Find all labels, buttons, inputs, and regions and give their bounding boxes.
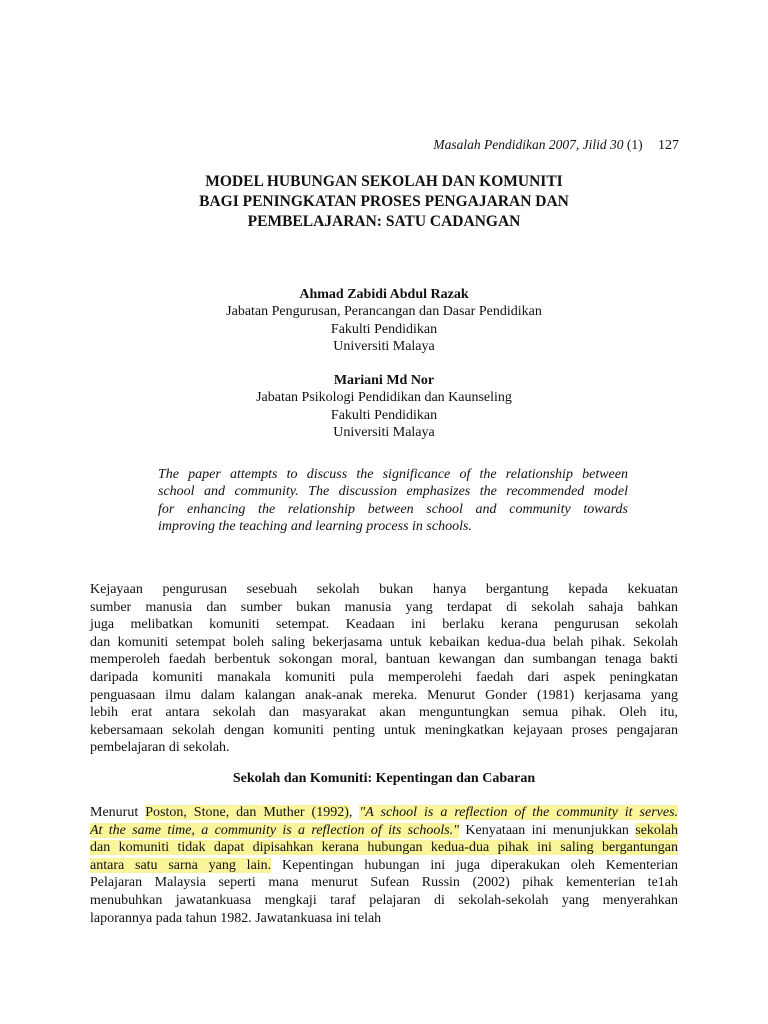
- author-faculty: Fakulti Pendidikan: [330, 321, 438, 337]
- paragraph-line: [90, 822, 678, 840]
- highlighted-text: antara satu sarna yang lain.: [90, 857, 272, 873]
- text-run: Menurut: [90, 805, 146, 820]
- paragraph-line: kebersamaan sekolah dengan komuniti penting untuk meningkatkan kejayaan proses pengajaran: [90, 722, 678, 738]
- title-line: PEMBELAJARAN: SATU CADANGAN: [247, 213, 521, 230]
- author-block-1: [120, 286, 648, 355]
- text-run: ,: [348, 805, 360, 820]
- abstract: [158, 466, 628, 536]
- highlighted-text: dan komuniti tidak dapat dipisahkan kerana hubungan kedua-dua pihak ini saling bergantungan: [90, 840, 678, 856]
- author-university: Universiti Malaya: [333, 338, 435, 354]
- paragraph-line: juga melibatkan komuniti setempat. Keadaan ini berlaku kerana pengurusan sekolah: [90, 617, 678, 633]
- abstract-line: for enhancing the relationship between school and community towards: [158, 501, 628, 517]
- author-name: Ahmad Zabidi Abdul Razak: [299, 287, 469, 302]
- author-department: Jabatan Pengurusan, Perancangan dan Dasar Pendidikan: [226, 304, 542, 320]
- paragraph-line: sumber manusia dan sumber bukan manusia yang terdapat di sekolah sahaja bahkan: [90, 599, 678, 615]
- paragraph-line: menubuhkan jawatankuasa mengkaji taraf pelajaran di sekolah-sekolah yang menyerahkan: [90, 892, 678, 908]
- intro-paragraph: [90, 581, 678, 757]
- paragraph-line: lebih erat antara sekolah dan masyarakat akan menguntungkan semua pihak. Oleh itu,: [90, 705, 678, 721]
- paragraph-line: pembelajaran di sekolah.: [90, 740, 230, 756]
- text-run: Kenyataan ini menunjukkan: [459, 822, 636, 838]
- running-header: [433, 136, 679, 155]
- abstract-line: improving the teaching and learning process in schools.: [158, 519, 472, 535]
- text-run: Kepentingan hubungan ini juga diperakukan oleh Kementerian: [271, 857, 678, 873]
- paragraph-line: penguasaan ilmu dalam kalangan anak-anak mereka. Menurut Gonder (1981) kerjasama yang: [90, 687, 678, 703]
- journal-issue: (1): [626, 137, 643, 152]
- paragraph-line: Pelajaran Malaysia seperti mana menurut Sufean Russin (2002) pihak kementerian te1ah: [90, 875, 678, 891]
- paper-title: [120, 172, 648, 232]
- paragraph-line: memperoleh faedah berbentuk sokongan moral, bantuan kewangan dan sumbangan tenaga bakti: [90, 652, 678, 668]
- page-number: 127: [658, 138, 679, 153]
- paragraph-line: daripada komuniti manakala komuniti pula memperolehi faedah dari aspek peningkatan: [90, 669, 678, 685]
- paragraph-line: dan komuniti setempat boleh saling bekerjasama untuk kebaikan kedua-dua belah pihak. Sekolah: [90, 634, 678, 650]
- paragraph-line: [90, 804, 678, 822]
- journal-citation: Masalah Pendidikan 2007, Jilid 30: [433, 137, 624, 152]
- section-heading: Sekolah dan Komuniti: Kepentingan dan Cabaran: [232, 771, 536, 786]
- paragraph-line: Kejayaan pengurusan sesebuah sekolah bukan hanya bergantung kepada kekuatan: [90, 582, 678, 597]
- author-name: Mariani Md Nor: [333, 373, 435, 388]
- paragraph-line: [90, 857, 678, 875]
- author-faculty: Fakulti Pendidikan: [330, 407, 438, 423]
- title-line: MODEL HUBUNGAN SEKOLAH DAN KOMUNITI: [205, 173, 563, 190]
- paragraph-line: [90, 839, 678, 857]
- author-block-2: [120, 372, 648, 441]
- highlighted-citation: Poston, Stone, dan Muther (1992): [145, 805, 349, 820]
- paragraph-line: laporannya pada tahun 1982. Jawatankuasa ini telah: [90, 910, 382, 926]
- section-paragraph: [90, 804, 678, 927]
- abstract-line: school and community. The discussion emphasizes the recommended model: [158, 484, 628, 500]
- author-department: Jabatan Psikologi Pendidikan dan Kaunseling: [256, 390, 512, 406]
- abstract-line: The paper attempts to discuss the significance of the relationship between: [158, 467, 628, 482]
- highlighted-text: sekolah: [635, 822, 679, 838]
- highlighted-quote: At the same time, a community is a reflection of its schools.": [90, 822, 460, 838]
- highlighted-quote: "A school is a reflection of the community it serves.: [359, 805, 679, 820]
- author-university: Universiti Malaya: [333, 424, 435, 440]
- title-line: BAGI PENINGKATAN PROSES PENGAJARAN DAN: [199, 193, 569, 210]
